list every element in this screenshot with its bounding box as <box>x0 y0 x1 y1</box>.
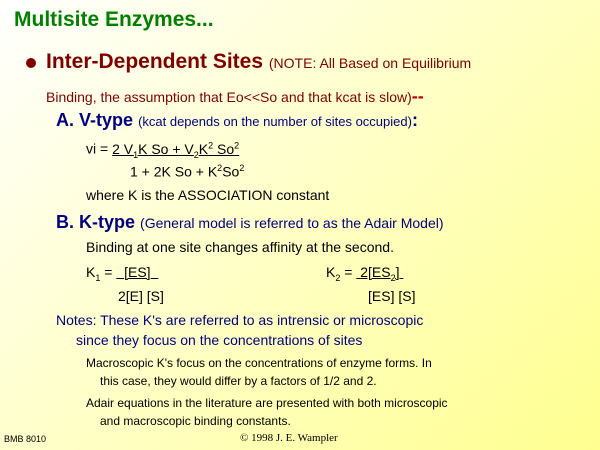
heading-note: (NOTE: All Based on Equilibrium <box>268 55 472 71</box>
equation-vi-numerator <box>86 140 239 159</box>
eq-num-sup3: 2 <box>208 140 214 150</box>
heading-main: Inter-Dependent Sites <box>46 50 264 73</box>
eq-num-part1: 2 V <box>112 140 134 157</box>
eq-den-part1: 1 + 2K So + K <box>130 163 218 180</box>
k1-label: K <box>86 264 96 280</box>
eq-num-part3: K <box>198 140 209 157</box>
section-b-desc: (General model is referred to as the Adair Model) <box>140 215 444 231</box>
eq-num-part2: K So + V <box>138 140 194 157</box>
adair-line1: Adair equations in the literature are presented with both microscopic <box>86 396 448 410</box>
k2-num-b: ] <box>395 264 400 280</box>
eq-numerator <box>112 140 240 160</box>
eq-num-sub2: 2 <box>193 149 199 160</box>
section-a-label: A. <box>56 110 74 130</box>
k2-eq: = <box>340 264 357 280</box>
notes-line1: Notes: These K's are referred to as intrensic or microscopic <box>56 312 424 328</box>
macroscopic-line1: Macroscopic K's focus on the concentrations of enzyme forms. In <box>86 356 432 370</box>
heading-line2 <box>46 86 424 107</box>
adair-line2: and macroscopic binding constants. <box>100 414 291 428</box>
section-b-heading <box>56 212 444 233</box>
k1-denominator: 2[E] [S] <box>118 288 164 304</box>
k1-sub: 1 <box>95 272 101 283</box>
eq-num-sup4: 2 <box>234 140 240 150</box>
bullet-icon <box>26 58 36 68</box>
heading-dashes: -- <box>411 86 424 106</box>
section-a-heading <box>56 110 418 131</box>
k2-denominator: [ES] [S] <box>368 288 416 304</box>
k1-equation <box>86 264 158 283</box>
section-a-title: V-type <box>79 110 134 130</box>
k2-equation <box>326 264 403 283</box>
section-b-title: K-type <box>79 212 136 232</box>
heading-line2-text: Binding, the assumption that Eo<<So and that kcat is slow) <box>46 89 412 105</box>
eq-num-sub1: 1 <box>133 149 139 160</box>
eq-den-sup1: 2 <box>217 163 223 173</box>
eq-den-sup2: 2 <box>239 163 245 173</box>
binding-statement: Binding at one site changes affinity at the second. <box>86 239 394 255</box>
notes-line2: since they focus on the concentrations of sites <box>76 332 363 348</box>
k2-num-a: 2[ES <box>360 264 391 280</box>
equation-vi-denominator <box>130 163 244 180</box>
eq-num-part4: So <box>213 140 235 157</box>
k2-label: K <box>326 264 336 280</box>
footer-copyright: © 1998 J. E. Wampler <box>240 432 338 444</box>
section-b-label: B. <box>56 212 74 232</box>
macroscopic-line2: this case, they would differ by a factors of 1/2 and 2. <box>100 374 377 388</box>
footer-course: BMB 8010 <box>4 434 47 444</box>
eq-vi-prefix: vi = <box>86 140 113 157</box>
k2-sub: 2 <box>335 272 341 283</box>
heading-inter-dependent <box>46 50 471 74</box>
slide-title: Multisite Enzymes... <box>14 8 214 31</box>
where-k-note: where K is the ASSOCIATION constant <box>86 187 330 203</box>
section-a-desc: (kcat depends on the number of sites occupied) <box>138 114 412 129</box>
k1-numerator <box>116 264 158 280</box>
k2-numerator <box>356 264 403 283</box>
k1-num: [ES] <box>124 264 151 280</box>
k2-num-sub: 2 <box>390 272 396 283</box>
eq-den-part2: So <box>222 163 240 180</box>
k1-eq: = <box>100 264 117 280</box>
section-a-colon: : <box>411 110 418 130</box>
